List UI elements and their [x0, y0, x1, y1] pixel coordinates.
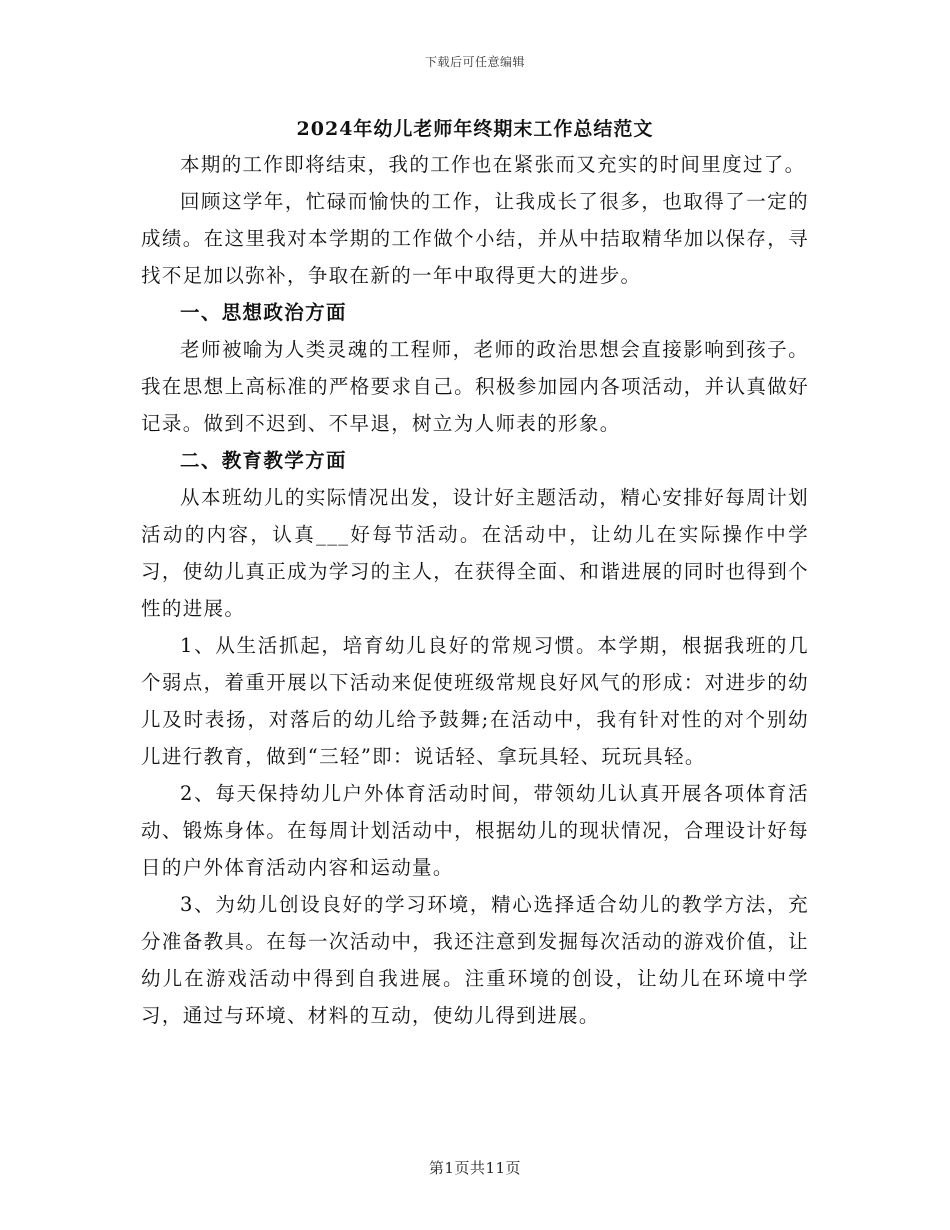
paragraph-ideology: 老师被喻为人类灵魂的工程师，老师的政治思想会直接影响到孩子。我在思想上高标准的严格要求自己。积极参加园内各项活动，并认真做好记录。做到不迟到、不早退，树立为人师表的形象。 — [141, 338, 809, 435]
paragraph-item-3: 3、为幼儿创设良好的学习环境，精心选择适合幼儿的教学方法，充分准备教具。在每一次活动中，我还注意到发掘每次活动的游戏价值，让幼儿在游戏活动中得到自我进展。注重环境的创设，让幼儿在环境中学习，通过与环境、材料的互动，使幼儿得到进展。 — [141, 893, 809, 1027]
header-note: 下载后可任意编辑 — [424, 55, 525, 69]
paragraph-item-1: 1、从生活抓起，培育幼儿良好的常规习惯。本学期，根据我班的几个弱点，着重开展以下活动来促使班级常规良好风气的形成：对进步的幼儿及时表扬，对落后的幼儿给予鼓舞;在活动中，我有针对性的对个别幼儿进行教育，做到“三轻”即：说话轻、拿玩具轻、玩玩具轻。 — [141, 634, 809, 768]
document-title: 2024年幼儿老师年终期末工作总结范文 — [296, 118, 654, 140]
section-heading-ideology: 一、思想政治方面 — [180, 301, 347, 324]
paragraph-item-2: 2、每天保持幼儿户外体育活动时间，带领幼儿认真开展各项体育活动、锻炼身体。在每周计划活动中，根据幼儿的现状情况，合理设计好每日的户外体育活动内容和运动量。 — [141, 782, 809, 879]
page-number: 第1页共11页 — [428, 1159, 522, 1177]
paragraph-review: 回顾这学年，忙碌而愉快的工作，让我成长了很多，也取得了一定的成绩。在这里我对本学期的工作做个小结，并从中拮取精华加以保存，寻找不足加以弥补，争取在新的一年中取得更大的进步。 — [141, 190, 809, 287]
paragraph-teaching: 从本班幼儿的实际情况出发，设计好主题活动，精心安排好每周计划活动的内容，认真___好每节活动。在活动中，让幼儿在实际操作中学习，使幼儿真正成为学习的主人，在获得全面、和谐进展的同时也得到个性的进展。 — [141, 486, 809, 620]
paragraph-intro: 本期的工作即将结束，我的工作也在紧张而又充实的时间里度过了。 — [180, 153, 806, 176]
document-body — [141, 146, 809, 1034]
section-heading-teaching: 二、教育教学方面 — [180, 449, 347, 472]
